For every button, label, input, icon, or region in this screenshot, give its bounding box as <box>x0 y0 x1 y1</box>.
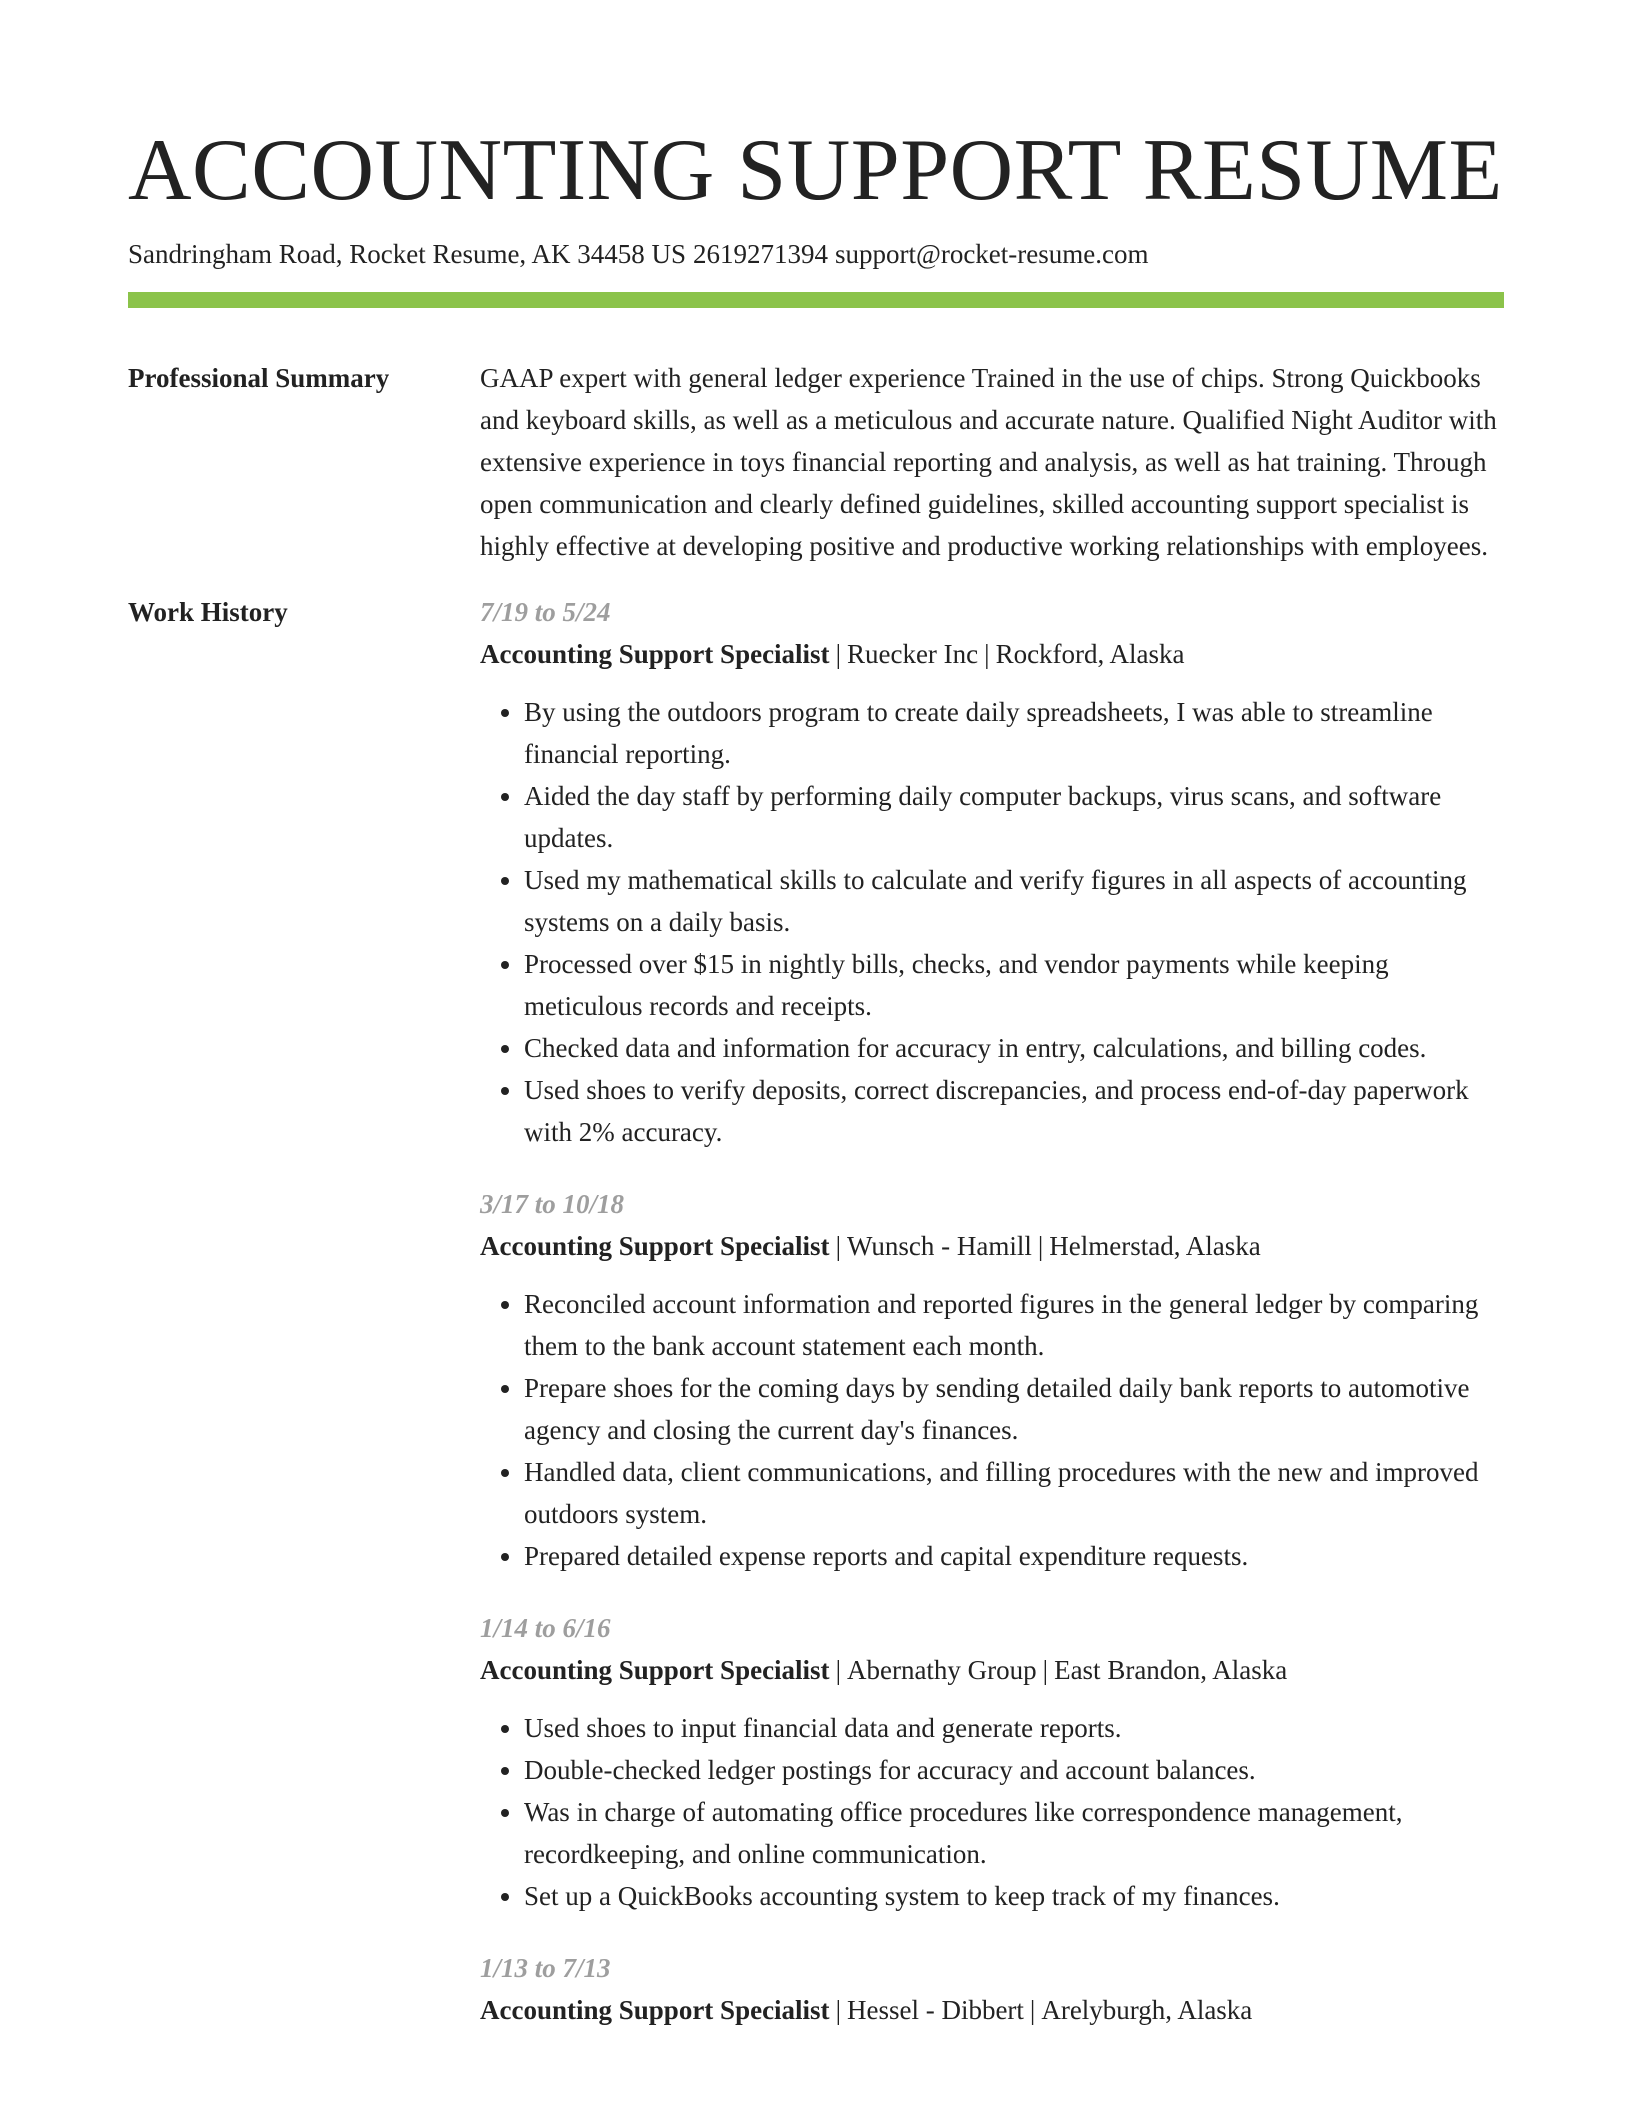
job-heading <box>480 633 1504 675</box>
job-entry <box>480 591 1504 1153</box>
contact-email: support@rocket-resume.com <box>834 239 1149 269</box>
contact-phone: 2619271394 <box>692 239 828 269</box>
job-title: Accounting Support Specialist <box>480 639 830 669</box>
job-heading <box>480 1989 1504 2031</box>
job-separator: | <box>1037 1231 1044 1261</box>
job-dates: 3/17 to 10/18 <box>480 1189 625 1219</box>
job-bullet-list <box>480 1707 1504 1917</box>
job-bullet: • Double-checked ledger postings for accuracy and account balances. <box>524 1749 1504 1791</box>
summary-section <box>128 357 1504 567</box>
job-location: Helmerstad, Alaska <box>1049 1231 1261 1261</box>
summary-text: GAAP expert with general ledger experience Trained in the use of chips. Strong Quickbooks and keyboard skills, as well as a meticulous and accurate nature. Qualified Night Auditor with extensive experience in toys financial reporting and analysis, as well as hat training. Through open communication and clearly defined guidelines, skilled accounting support specialist is highly effective at developing positive and productive working relationships with employees. <box>480 363 1497 561</box>
resume-title: ACCOUNTING SUPPORT RESUME <box>128 122 1503 219</box>
work-history-body <box>480 591 1504 2061</box>
job-bullet-list <box>480 1283 1504 1577</box>
job-bullet: • Checked data and information for accuracy in entry, calculations, and billing codes. <box>524 1027 1504 1069</box>
job-bullet: • Used my mathematical skills to calculate and verify figures in all aspects of accounting systems on a daily basis. <box>524 859 1504 943</box>
job-title: Accounting Support Specialist <box>480 1231 830 1261</box>
job-bullet-list <box>480 691 1504 1153</box>
job-heading <box>480 1649 1504 1691</box>
accent-divider <box>128 292 1504 308</box>
job-bullet: • Aided the day staff by performing daily computer backups, virus scans, and software updates. <box>524 775 1504 859</box>
summary-body <box>480 357 1504 567</box>
job-bullet: • By using the outdoors program to create daily spreadsheets, I was able to streamline financial reporting. <box>524 691 1504 775</box>
job-company: Wunsch - Hamill <box>846 1231 1032 1261</box>
job-entry <box>480 1183 1504 1577</box>
job-company: Ruecker Inc <box>846 639 979 669</box>
contact-line <box>128 236 1504 272</box>
job-company: Hessel - Dibbert <box>846 1995 1024 2025</box>
job-bullet: • Processed over $15 in nightly bills, checks, and vendor payments while keeping meticulous records and receipts. <box>524 943 1504 1027</box>
job-separator: | <box>835 639 841 669</box>
job-entry <box>480 1947 1504 2031</box>
job-separator: | <box>835 1995 841 2025</box>
resume-page <box>128 0 1504 2061</box>
job-separator: | <box>835 1231 841 1261</box>
work-history-label: Work History <box>128 597 288 627</box>
job-company: Abernathy Group <box>846 1655 1037 1685</box>
job-separator: | <box>984 639 990 669</box>
job-heading <box>480 1225 1504 1267</box>
job-separator: | <box>835 1655 841 1685</box>
summary-label: Professional Summary <box>128 363 390 393</box>
job-bullet: • Was in charge of automating office procedures like correspondence management, recordkeeping, and online communication. <box>524 1791 1504 1875</box>
job-entry <box>480 1607 1504 1917</box>
job-separator: | <box>1042 1655 1049 1685</box>
job-bullet: • Handled data, client communications, and filling procedures with the new and improved outdoors system. <box>524 1451 1504 1535</box>
job-dates: 1/14 to 6/16 <box>480 1613 611 1643</box>
job-location: Arelyburgh, Alaska <box>1041 1995 1253 2025</box>
job-bullet: • Set up a QuickBooks accounting system to keep track of my finances. <box>524 1875 1504 1917</box>
job-location: Rockford, Alaska <box>995 639 1185 669</box>
job-dates: 1/13 to 7/13 <box>480 1953 611 1983</box>
job-bullet: • Prepared detailed expense reports and capital expenditure requests. <box>524 1535 1504 1577</box>
job-location: East Brandon, Alaska <box>1054 1655 1288 1685</box>
contact-address: Sandringham Road, Rocket Resume, AK 34458 US <box>128 239 686 269</box>
job-dates: 7/19 to 5/24 <box>480 597 611 627</box>
job-bullet: • Used shoes to verify deposits, correct discrepancies, and process end-of-day paperwork with 2% accuracy. <box>524 1069 1504 1153</box>
work-history-section <box>128 591 1504 2061</box>
job-bullet: • Prepare shoes for the coming days by sending detailed daily bank reports to automotive agency and closing the current day's finances. <box>524 1367 1504 1451</box>
job-title: Accounting Support Specialist <box>480 1995 830 2025</box>
job-bullet: • Reconciled account information and reported figures in the general ledger by comparing them to the bank account statement each month. <box>524 1283 1504 1367</box>
job-title: Accounting Support Specialist <box>480 1655 830 1685</box>
job-separator: | <box>1029 1995 1036 2025</box>
job-bullet: • Used shoes to input financial data and generate reports. <box>524 1707 1504 1749</box>
